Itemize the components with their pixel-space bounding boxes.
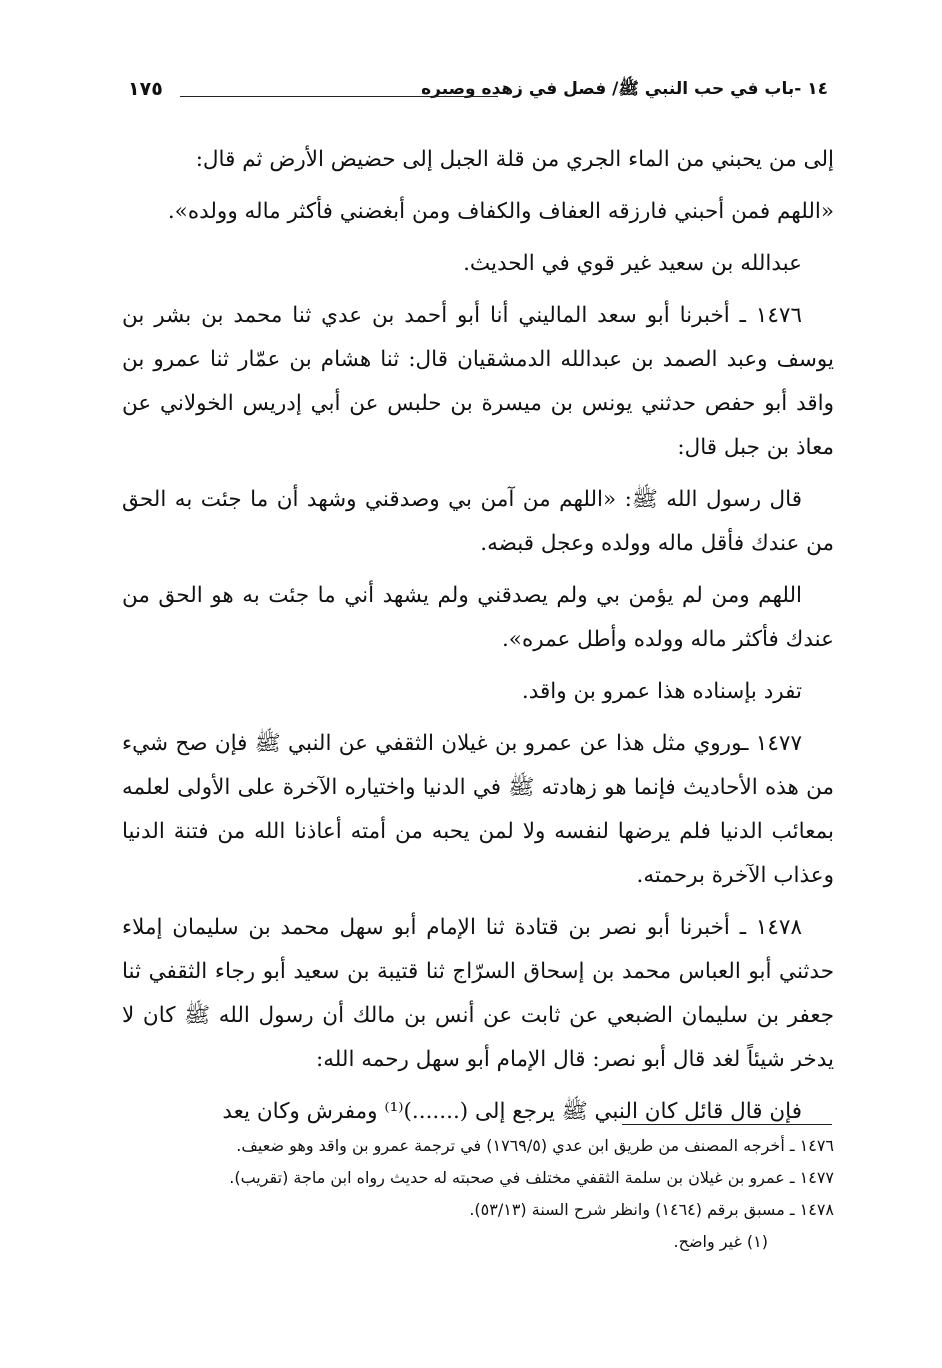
hadith-1477: ١٤٧٧ ـوروي مثل هذا عن عمرو بن غيلان الثقفي عن النبي ﷺ فإن صح شيء من هذه الأحاديث فإنما هو زهادته ﷺ في الدنيا واختياره الآخرة على الأولى لعلمه بمعائب الدنيا فلم يرضها لنفسه ولا لمن يحبه من أمته أعاذنا الله من فتنة الدنيا وعذاب الآخرة برحمته.: [122, 731, 834, 888]
footnote: (١) غير واضح.: [673, 1232, 768, 1251]
page-number: ١٧٥: [128, 78, 163, 100]
footnote: ١٤٧٨ ـ مسبق برقم (١٤٦٤) وانظر شرح السنة (٥٣/١٣).: [469, 1200, 834, 1219]
paragraph: إلى من يحبني من الماء الجري من قلة الجبل إلى حضيض الأرض ثم قال:: [195, 147, 834, 172]
paragraph: فإن قال قائل كان النبي ﷺ يرجع إلى (.......)⁽¹⁾ ومفرش وكان يعد: [222, 1099, 802, 1124]
footnote: ١٤٧٦ ـ أخرجه المصنف من طريق ابن عدي (١٧٦٩/٥) في ترجمة عمرو بن واقد وهو ضعيف.: [236, 1136, 834, 1155]
running-head: ١٤ -باب في حب النبي ﷺ/ فصل في زهده وصبره: [421, 79, 828, 99]
hadith-1476: ١٤٧٦ ـ أخبرنا أبو سعد الماليني أنا أبو أحمد بن عدي ثنا محمد بن بشر بن يوسف وعبد الصمد بن عبدالله الدمشقيان قال: ثنا هشام بن عمّار ثنا عمرو بن واقد أبو حفص حدثني يونس بن ميسرة بن حلبس عن أبي إدريس الخولاني عن معاذ بن جبل قال:: [122, 303, 834, 460]
main-text: [122, 138, 834, 1142]
footnotes: [140, 1130, 834, 1258]
hadith-1478: ١٤٧٨ ـ أخبرنا أبو نصر بن قتادة ثنا الإمام أبو سهل محمد بن سليمان إملاء حدثني أبو العباس محمد بن إسحاق السرّاج ثنا قتيبة بن سعيد أبو رجاء الثقفي ثنا جعفر بن سليمان الضبعي عن ثابت عن أنس بن مالك أن رسول الله ﷺ كان لا يدخر شيئاً لغد قال أبو نصر: قال الإمام أبو سهل رحمه الله:: [122, 915, 834, 1072]
paragraph: قال رسول الله ﷺ: «اللهم من آمن بي وصدقني وشهد أن ما جئت به الحق من عندك فأقل ماله وولده وعجل قبضه.: [122, 487, 834, 556]
paragraph: «اللهم فمن أحبني فارزقه العفاف والكفاف ومن أبغضني فأكثر ماله وولده».: [167, 199, 834, 224]
paragraph: اللهم ومن لم يؤمن بي ولم يصدقني ولم يشهد أني ما جئت به هو الحق من عندك فأكثر ماله وولده وأطل عمره».: [122, 583, 834, 652]
footnote-rule: [622, 1124, 832, 1125]
paragraph: عبدالله بن سعيد غير قوي في الحديث.: [463, 251, 802, 276]
footnote: ١٤٧٧ ـ عمرو بن غيلان بن سلمة الثقفي مختلف في صحبته له حديث رواه ابن ماجة (تقريب).: [229, 1168, 834, 1187]
paragraph: تفرد بإسناده هذا عمرو بن واقد.: [521, 679, 802, 704]
header-rule: [180, 96, 498, 97]
page-header: [128, 78, 828, 110]
